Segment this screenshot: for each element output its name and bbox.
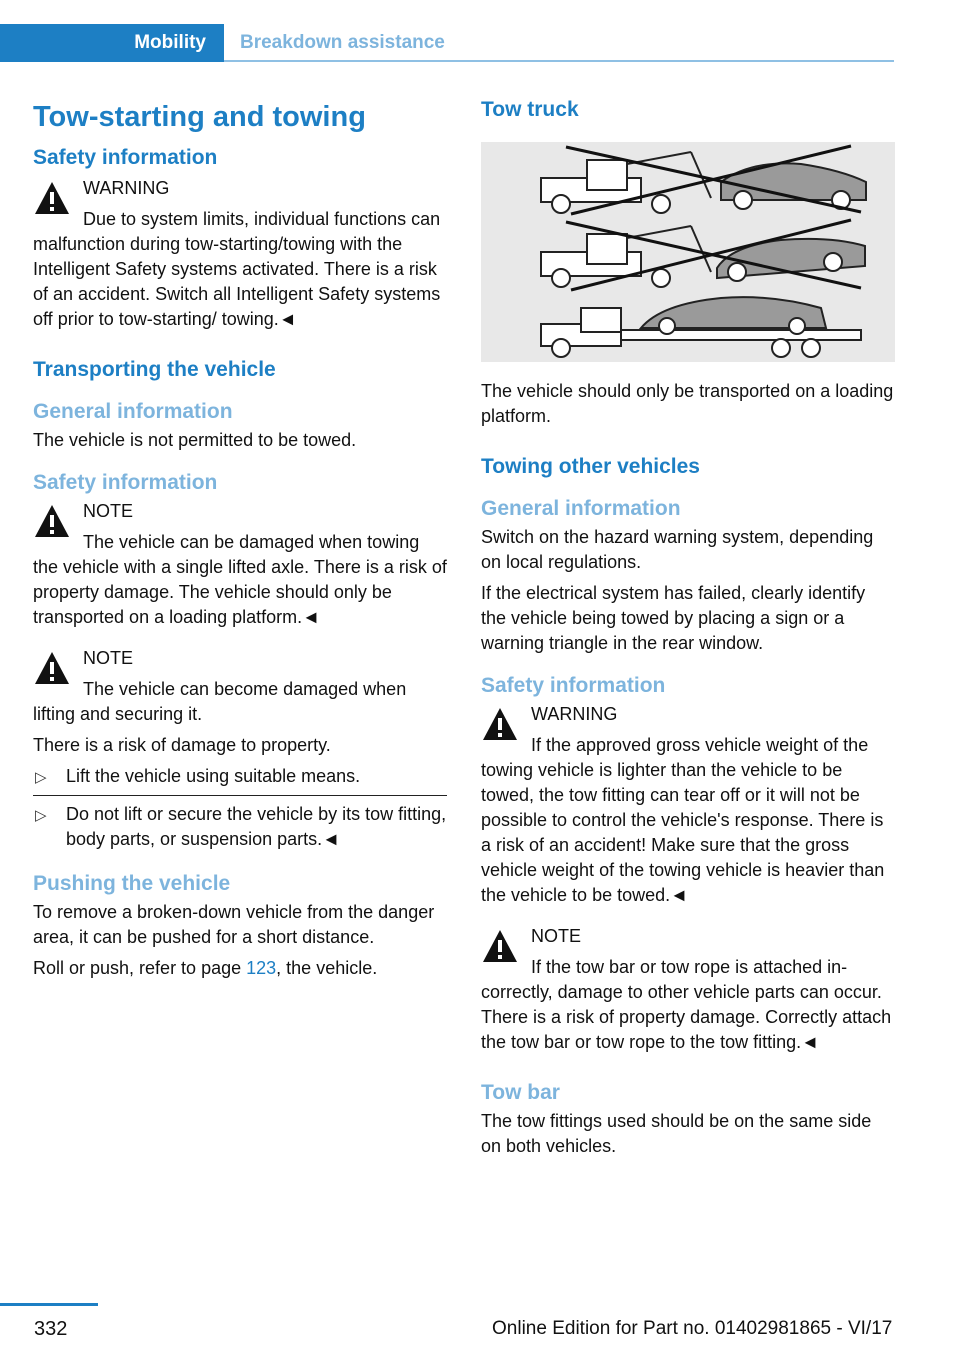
warning-label: WARNING [531, 704, 618, 724]
tow-bar-heading: Tow bar [481, 1081, 560, 1104]
warning-text: If the approved gross vehicle weight of the towing vehicle is lighter than the vehicle to be towed, the tow fitting can tear off or it will not be possible to control the vehicle's response. There is a risk of an accident! Make sure that the gross vehicle weight of the towing vehicle is heavier than the vehicle to be towed.◄ [481, 735, 885, 905]
right-column [481, 96, 895, 1165]
page-number: 332 [34, 1318, 68, 1340]
note-label: NOTE [83, 501, 134, 521]
safety-heading: Safety information [481, 674, 666, 697]
note-label: NOTE [83, 648, 134, 668]
general-info-text: If the electrical system has failed, clearly identify the vehicle being towed by placing a sign or a warning triangle in the rear window. [481, 583, 866, 653]
page-title: Tow-starting and towing [33, 101, 366, 133]
note-block [481, 924, 895, 1055]
general-info-text: Switch on the hazard warning system, depending on local regulations. [481, 527, 874, 572]
triangle-arrow-icon: ▷ [35, 807, 47, 824]
general-info-text: The vehicle is not permitted to be towed. [33, 430, 357, 450]
note-text: The vehicle can become damaged when lifting and securing it. [33, 679, 407, 724]
warning-block [33, 176, 447, 332]
list-item: ▷ Do not lift or secure the vehicle by its tow fitting, body parts, or suspension parts.◄ [35, 804, 447, 849]
edition-text: Online Edition for Part no. 01402981865 - VI/17 [492, 1318, 893, 1339]
general-info-heading: General information [33, 400, 233, 423]
left-column [33, 96, 447, 987]
transport-heading: Transporting the vehicle [33, 358, 276, 381]
tow-truck-heading: Tow truck [481, 98, 579, 121]
safety-heading: Safety information [33, 146, 218, 169]
page-header [0, 24, 960, 62]
triangle-arrow-icon: ▷ [35, 769, 47, 786]
footer-rule [0, 1303, 98, 1306]
tow-truck-illustration [481, 142, 895, 362]
roll-text: Roll or push, refer to page 123, the vehicle. [33, 958, 378, 978]
warning-triangle-icon [33, 180, 71, 216]
pushing-heading: Pushing the vehicle [33, 872, 231, 895]
note-block [33, 646, 447, 727]
section-tab[interactable]: Mobility [0, 24, 224, 62]
list-item: ▷ Lift the vehicle using suitable means. [33, 764, 447, 796]
warning-triangle-icon [481, 706, 519, 742]
page-link[interactable]: 123 [246, 958, 277, 978]
towing-heading: Towing other vehicles [481, 455, 700, 478]
tow-truck-text: The vehicle should only be transported on a loading platform. [481, 381, 894, 426]
note-text: The vehicle can be damaged when towing the vehicle with a single lifted axle. There is a risk of property damage. The vehicle should only be transported on a loading platform.◄ [33, 532, 447, 627]
note-text: If the tow bar or tow rope is attached incorrectly, damage to other vehicle parts can occur. There is a risk of property damage. Correctly attach the tow bar or tow rope to the tow fitting.◄ [481, 957, 892, 1052]
note-block [33, 499, 447, 630]
step-list [33, 764, 447, 852]
general-info-heading: General information [481, 497, 681, 520]
warning-triangle-icon [33, 650, 71, 686]
warning-block [481, 702, 895, 908]
warning-label: WARNING [83, 178, 170, 198]
pushing-text: To remove a broken-down vehicle from the danger area, it can be pushed for a short distance. [33, 902, 435, 947]
tow-bar-text: The tow fittings used should be on the same side on both vehicles. [481, 1111, 872, 1156]
warning-text: Due to system limits, individual functions can malfunction during tow-starting/towing with the Intelligent Safety systems activated. There is a risk of an accident. Switch all Intelligent Safety systems off prior to tow-starting/ towing.◄ [33, 209, 441, 329]
risk-text: There is a risk of damage to property. [33, 735, 331, 755]
warning-triangle-icon [481, 928, 519, 964]
note-label: NOTE [531, 926, 582, 946]
header-rule [224, 60, 894, 62]
warning-triangle-icon [33, 503, 71, 539]
chapter-tab[interactable]: Breakdown assistance [240, 32, 445, 53]
safety-heading-2: Safety information [33, 471, 218, 494]
